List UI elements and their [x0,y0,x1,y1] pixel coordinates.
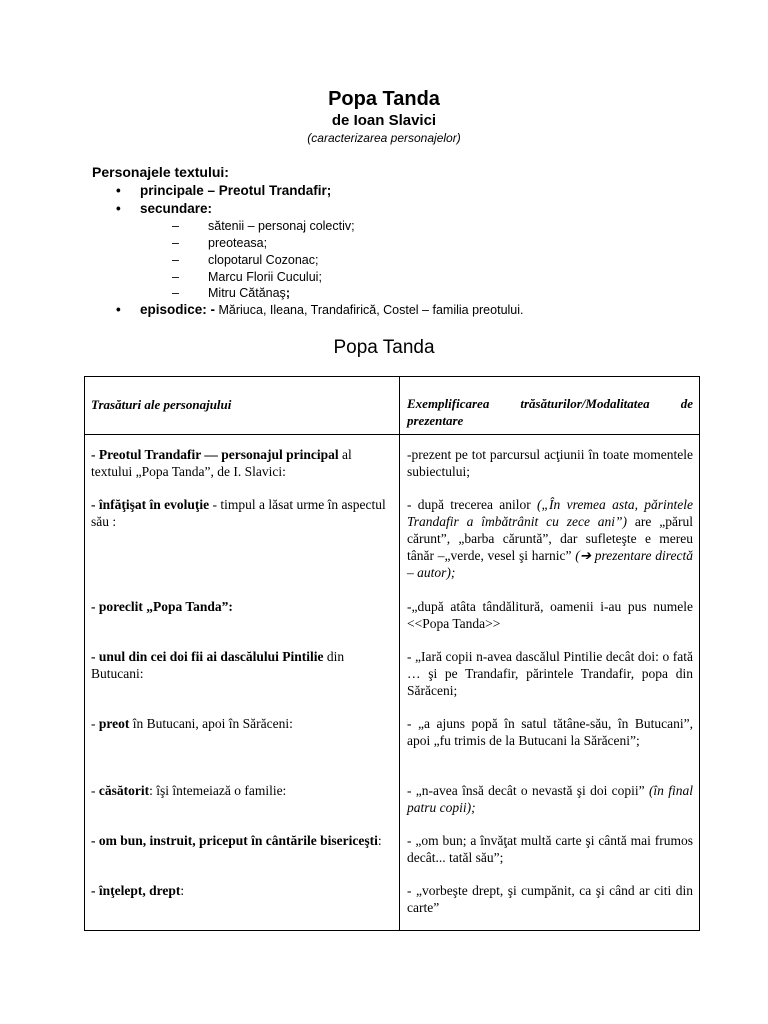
table-row-example: - „a ajuns popă în satul tătâne-său, în Butucani”, apoi „fu trimis de la Butucani la Sărăceni”; [407,716,693,748]
dash-icon: – [172,286,179,300]
document-author: de Ioan Slavici [331,112,437,129]
table-row-example: - „vorbeşte drept, şi cumpănit, ca şi când ar citi din carte” [407,883,693,915]
table-row-trait: - căsătorit: îşi întemeiază o familie: [91,783,287,798]
table-row-example: - „n-avea însă decât o nevastă şi doi copii” (în final patru copii); [407,783,693,815]
bullet-icon: • [116,302,121,317]
dash-icon: – [172,236,179,250]
characters-heading: Personajele textului: [92,164,229,180]
secondary-characters-label: secundare: [140,201,213,216]
table-row-example: - după trecerea anilor („În vremea asta, părintele Trandafir a îmbătrânit cu zece ani”) are „părul cărunt”, „barba căruntă”, dar sufleteşte e mereu tânăr –„verde, vesel şi harnic” (➔ prezentare directă – autor); [407,497,694,580]
episodic-characters-label: episodice: - [140,302,216,317]
episodic-characters-text: Măriuca, Ileana, Trandafirică, Costel – familia preotului. [215,303,524,317]
table-row-trait: - înfăţişat în evoluţie - timpul a lăsat urme în aspectul său : [91,497,386,529]
document-note: (caracterizarea personajelor) [307,131,461,145]
bullet-icon: • [116,183,121,198]
dash-icon: – [172,219,179,233]
dash-icon: – [172,253,179,267]
document-page: Popa Tanda de Ioan Slavici (caracterizarea personajelor) Personajele textului: • principale – Preotul Trandafir; • secundare: – sătenii – personaj colectiv; – preoteasa; – clopotarul Cozonac; – Marcu Florii Cucului; – Mitru Cătănaş; • episodice: - Măriuca, Ileana, Trandafirică, Costel – familia preotului. Popa Tanda Trasături ale personajului Exemplificarea trăsăturilor/Modalitatea de prezentare - Preotul Trandafir — personajul principal al textului „Popa Tanda”, de I. Slavici: -prezent pe tot parcursul acţiunii în toate momentele subiectului; - înfăţişat în evoluţie - timpul a lăsat urme în aspectul său : - după trecerea anilor („În vremea asta, părintele Trandafir a îmbătrânit cu zece ani”) are „părul cărunt”, „barba căruntă”, dar sufleteşte e mereu tânăr –„verde, vesel şi harnic” (➔ prezentare directă – autor); - poreclit „Popa Tanda”: -„după atâta tândălitură, oamenii i-au pus numele <<Popa Tanda>> - unul din cei doi fii ai dascălului Pintilie din Butucani: - „Iară copii n-avea dascălul Pintilie decât doi: o fată … şi pe Trandafir, părintele Trandafir, popa din Sărăceni; - preot în Butucani, apoi în Sărăceni: - „a ajuns popă în satul tătâne-său, în Butucani”, apoi „fu trimis de la Butucani la Sărăceni”; - căsătorit: îşi întemeiază o familie: - „n-avea însă decât o nevastă şi doi copii” (în final patru copii); - om bun, instruit, priceput în cântările bisericeşti: - „om bun; a învăţat multă carte şi cântă mai frumos decât... tatăl său”; - înţelept, drept: - „vorbeşte drept, şi cumpănit, ca şi când ar citi din carte” [0,0,768,1024]
table-row-trait: - Preotul Trandafir — personajul principal al textului „Popa Tanda”, de I. Slavici: [91,447,352,479]
table-row-example: -„după atâta tândălitură, oamenii i-au pus numele <<Popa Tanda>> [407,599,693,631]
document-title: Popa Tanda [328,88,440,110]
table-row-trait: - om bun, instruit, priceput în cântările bisericeşti: [91,833,382,848]
main-character-label: principale – Preotul Trandafir; [140,183,332,198]
bullet-icon: • [116,201,121,216]
table-row-example: -prezent pe tot parcursul acţiunii în toate momentele subiectului; [407,447,693,479]
table-row-trait: - poreclit „Popa Tanda”: [91,599,233,614]
table-row-trait: - unul din cei doi fii ai dascălului Pintilie din Butucani: [91,649,345,681]
table-row-trait: - preot în Butucani, apoi în Sărăceni: [91,716,293,731]
characterization-table [84,376,700,931]
header-divider [85,434,699,435]
table-title: Popa Tanda [333,337,435,358]
table-row-trait: - înţelept, drept: [91,883,185,898]
column-divider [399,377,400,930]
table-row-example: - „om bun; a învăţat multă carte şi cântă mai frumos decât... tatăl său”; [407,833,693,865]
table-header-examples: Exemplificarea trăsăturilor/Modalitatea de prezentare [407,396,693,428]
table-row-example: - „Iară copii n-avea dascălul Pintilie decât doi: o fată … şi pe Trandafir, părintele Trandafir, popa din Sărăceni; [407,649,693,698]
table-header-traits: Trasături ale personajului [91,397,232,412]
dash-icon: – [172,270,179,284]
